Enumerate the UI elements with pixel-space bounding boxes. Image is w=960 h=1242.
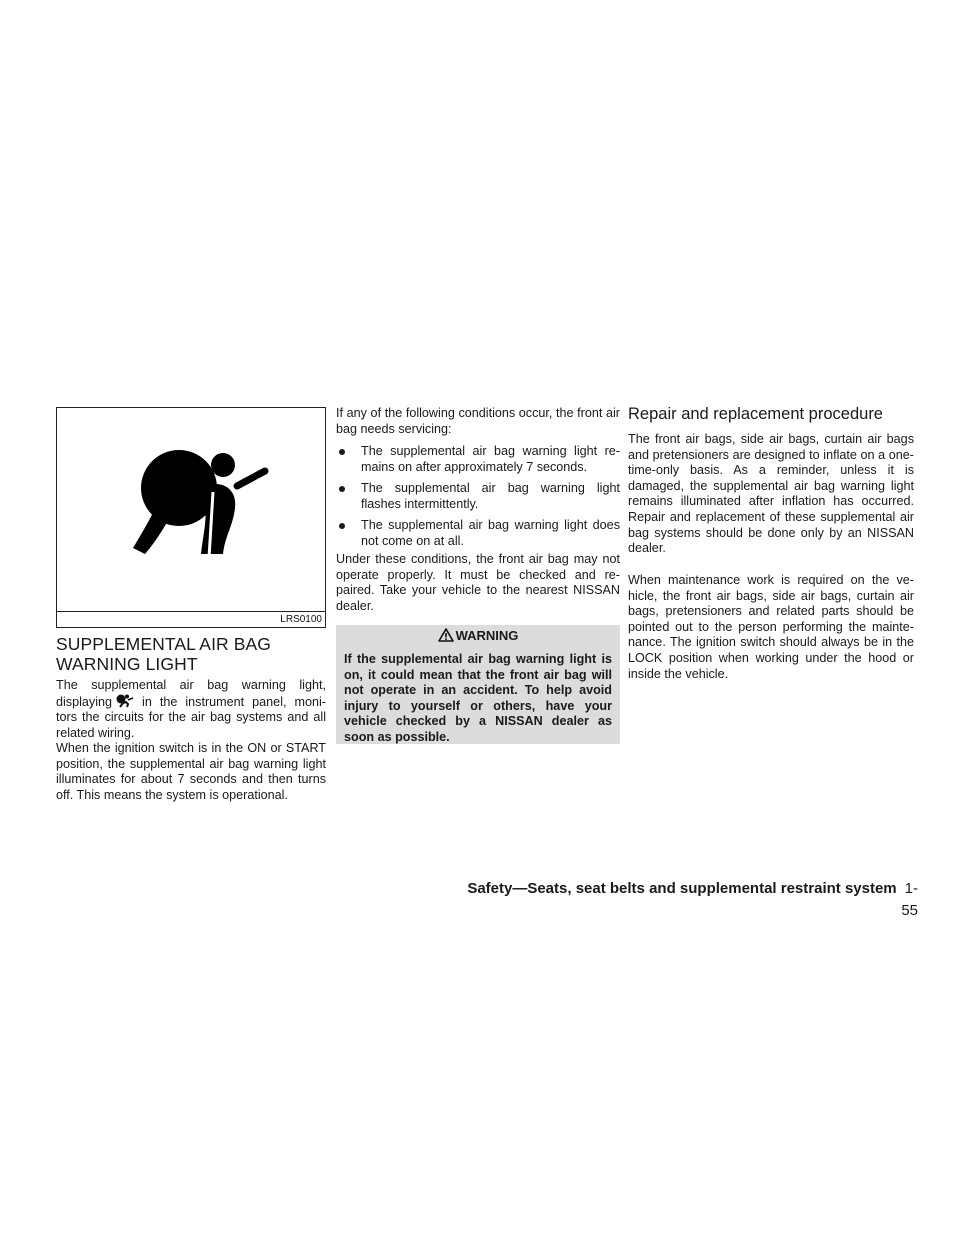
figure-caption: LRS0100	[277, 612, 325, 627]
bullet-icon	[339, 449, 345, 455]
middle-intro: If any of the following conditions occur, the front air bag needs servicing:	[336, 406, 620, 436]
warning-text: If the supplemental air bag warning light is on, it could mean that the front air bag will not operate in an accident. To help avoid injury to yourself or others, have your vehicle checked by a NISSAN dealer as soon as possible.	[344, 652, 612, 744]
middle-paragraph-2: Under these conditions, the front air bag may not operate properly. It must be checked and re- paired. Take your vehicle to the nearest NISSAN dealer.	[336, 552, 620, 613]
list-item: The supplemental air bag warning light re- mains on after approximately 7 seconds.	[336, 444, 620, 475]
airbag-warning-icon	[57, 408, 325, 627]
servicing-conditions-list	[336, 444, 620, 556]
warning-triangle-icon	[438, 628, 454, 642]
bullet-icon	[339, 486, 345, 492]
section-title: SUPPLEMENTAL AIR BAG WARNING LIGHT	[56, 634, 271, 674]
repair-paragraph-1: The front air bags, side air bags, curtain air bags and pretensioners are designed to inflate on a one-time-only basis. As a reminder, unless it is damaged, the supplemental air bag warning light remains illuminated after inflation has occurred. Repair and replacement of these supplemental air bag systems should be done only by an NISSAN dealer.	[628, 432, 914, 556]
warning-box	[336, 625, 620, 744]
section-paragraph-1: The supplemental air bag warning light, displaying in the instrument panel, moni- tors the circuits for the air bag systems and all related wiring.	[56, 678, 326, 740]
section-paragraph-2: When the ignition switch is in the ON or START position, the supplemental air bag warning light illuminates for about 7 seconds and then turns off. This means the system is operational.	[56, 741, 326, 802]
footer-title: Safety—Seats, seat belts and supplemental restraint system	[467, 880, 897, 897]
repair-title: Repair and replacement procedure	[628, 405, 883, 423]
page-footer	[462, 878, 918, 919]
airbag-warning-inline-icon	[114, 694, 136, 708]
warning-title: WARNING	[336, 625, 620, 647]
page-number: 1-55	[901, 880, 918, 919]
airbag-warning-figure	[56, 407, 326, 628]
repair-paragraph-2: When maintenance work is required on the ve- hicle, the front air bags, side air bags, curtain air bags, pretensioners and related parts should be pointed out to the person performing the mainte- nance. The ignition switch should always be in the LOCK position when working under the hood or inside the vehicle.	[628, 573, 914, 681]
list-item: The supplemental air bag warning light does not come on at all.	[336, 518, 620, 549]
list-item: The supplemental air bag warning light flashes intermittently.	[336, 481, 620, 512]
bullet-icon	[339, 523, 345, 529]
